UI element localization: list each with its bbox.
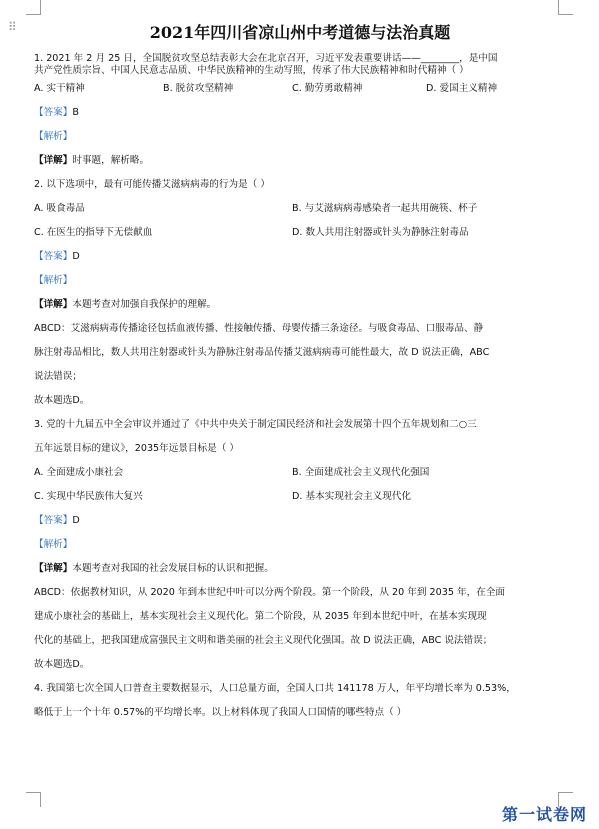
detail-tag: 【详解】 [34, 155, 73, 166]
option-c: C. 勤劳勇敢精神 [292, 83, 363, 94]
question-stem-line: 五年远景目标的建议》，2035年远景目标是（ ） [34, 443, 239, 454]
detail-line: 故本题选D。 [34, 659, 90, 670]
stem-line: 1. 2021 年 2 月 25 日，全国脱贫攻坚总结表彰大会在北京召开，习近平发表重要讲话——________，是中国 [34, 53, 498, 64]
detail-line: ABCD：依据教材知识，从 2020 年到本世纪中叶可以分两个阶段。第一个阶段，从 20 年到 2035 年，在全面 [34, 587, 505, 598]
question-2 [34, 173, 566, 413]
question-stem-line: 4. 我国第七次全国人口普查主要数据显示，人口总量方面，全国人口共 141178 万人，年平均增长率为 0.53%， [34, 683, 516, 694]
option-b: B. 与艾滋病病毒感染者一起共用碗筷、杯子 [292, 203, 478, 214]
stem-line: 共产党性质宗旨、中国人民意志品质、中华民族精神的生动写照，传承了伟大民族精神和时代精神（ ） [34, 65, 469, 76]
detail-line: ABCD：艾滋病病毒传播途径包括血液传播、性接触传播、母婴传播三条途径。与吸食毒品、口服毒品、静 [34, 323, 484, 334]
question-stem: 2. 以下选项中，最有可能传播艾滋病病毒的行为是（ ） [34, 179, 270, 190]
page-corner-mark [26, 0, 41, 15]
site-logo: 第一试卷网 [501, 805, 587, 824]
analysis-tag: 【解析】 [34, 131, 73, 142]
option-b: B. 脱贫攻坚精神 [163, 83, 234, 94]
detail-line: 代化的基础上，把我国建成富强民主文明和谐美丽的社会主义现代化强国。故 D 说法正确，ABC 说法错误； [34, 635, 493, 646]
detail-tag: 【详解】 [34, 299, 73, 310]
page-corner-mark [26, 792, 41, 807]
detail-tag: 【详解】 [34, 563, 73, 574]
option-b: B. 全面建成社会主义现代化强国 [292, 467, 430, 478]
question-stem [34, 53, 566, 77]
question-3 [34, 413, 566, 677]
analysis-tag: 【解析】 [34, 539, 73, 550]
option-d: D. 爱国主义精神 [426, 83, 498, 94]
option-a: A. 实干精神 [34, 83, 85, 94]
question-4 [34, 677, 566, 725]
answer-tag: 【答案】 [34, 251, 73, 262]
option-a: A. 全面建成小康社会 [34, 467, 124, 478]
detail-line: 时事题，解析略。 [72, 155, 150, 166]
question-stem-line: 略低于上一个十年 0.57%的平均增长率。以上材料体现了我国人口国情的哪些特点（ ） [34, 707, 407, 718]
detail-line: 脉注射毒品相比，数人共用注射器或针头为静脉注射毒品传播艾滋病病毒可能性最大，故 D 说法正确，ABC [34, 347, 490, 358]
detail-line: 建成小康社会的基础上，基本实现社会主义现代化。第二个阶段，从 2035 年到本世纪中叶，在基本实现现 [34, 611, 487, 622]
option-a: A. 吸食毒品 [34, 203, 85, 214]
detail [34, 149, 566, 173]
page-corner-mark [558, 0, 573, 15]
options [34, 77, 566, 101]
question-1 [34, 53, 566, 173]
option-c: C. 实现中华民族伟大复兴 [34, 491, 143, 502]
answer-tag: 【答案】 [34, 515, 73, 526]
answer-line [34, 509, 566, 533]
detail-line: 故本题选D。 [34, 395, 90, 406]
detail-line: 本题考查对我国的社会发展目标的认识和把握。 [72, 563, 274, 574]
answer-value: D [72, 515, 80, 526]
option-d: D. 数人共用注射器或针头为静脉注射毒品 [292, 227, 469, 238]
options [34, 197, 566, 245]
drag-handle-icon[interactable]: ⠿ [8, 20, 18, 34]
detail-line: 说法错误； [34, 371, 82, 382]
document-page [34, 18, 566, 725]
answer-tag: 【答案】 [34, 107, 73, 118]
detail [34, 293, 566, 317]
options [34, 461, 566, 509]
option-d: D. 基本实现社会主义现代化 [292, 491, 412, 502]
detail [34, 557, 566, 581]
option-c: C. 在医生的指导下无偿献血 [34, 227, 153, 238]
page-title: 2021年四川省凉山州中考道德与法治真题 [149, 23, 451, 42]
question-stem-line: 3. 党的十九届五中全会审议并通过了《中共中央关于制定国民经济和社会发展第十四个五年规划和二○三 [34, 419, 477, 430]
answer-value: B [72, 107, 79, 118]
answer-line [34, 245, 566, 269]
analysis-tag: 【解析】 [34, 275, 73, 286]
answer-value: D [72, 251, 80, 262]
detail-line: 本题考查对加强自我保护的理解。 [72, 299, 217, 310]
answer-line [34, 101, 566, 125]
